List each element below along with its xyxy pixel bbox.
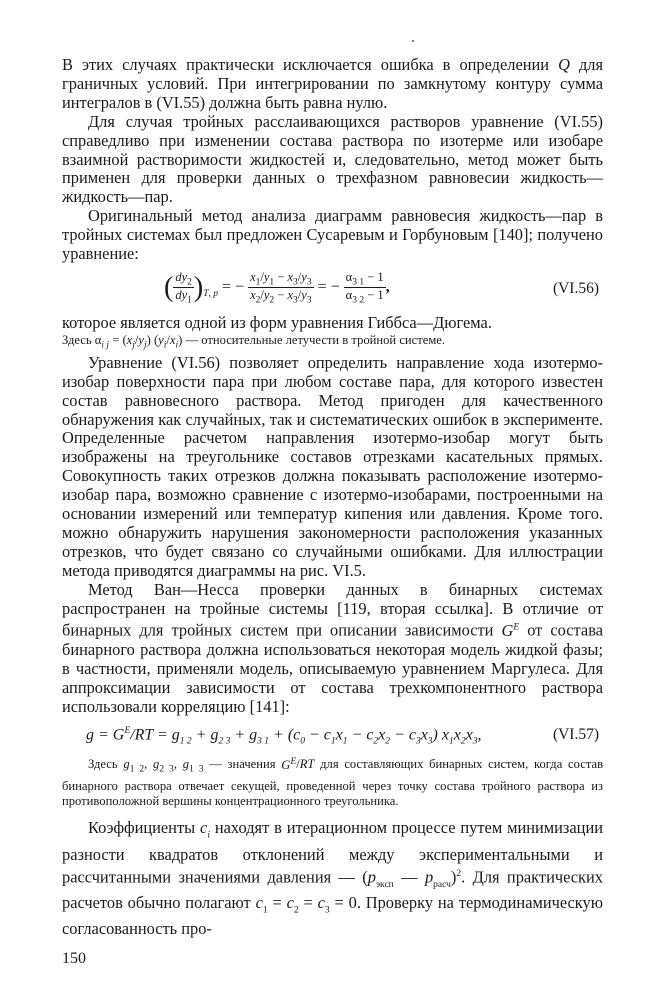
equation-vi-57-number: (VI.57) [552, 726, 599, 744]
paragraph-9: Коэффициенты $c_i$ находят в итерационном процессе путем минимизации разности квадратов отклонений между экспериментальными и рассчитанными значениями давления — ($p_{эксп}$ — $p_{расч})^2$. Для практических расчетов обычно полагают $c_1 = c_2 = c_3 = 0$. Проверку на термодинамическую согласованность про- [62, 818, 603, 939]
paragraph-2: Для случая тройных расслаивающихся растворов уравнение (VI.55) справедливо при изменении состава раствора по изотерме или изобаре взаимной растворимости жидкостей и, следовательно, метод может быть применен для проверки данных о трехфазном равновесии жидкость—жидкость—пар. [62, 111, 603, 207]
page-number: 150 [62, 950, 86, 967]
paragraph-7: Метод Ван—Несса проверки данных в бинарных системах распространен на тройные системы [119, вторая ссылка]. В отличие от бинарных для тройных систем при описании зависимости $G^E$ от состава бинарного раствора должна использоваться некоторая модель жидкой фазы; в частности, применяли модель, описываемую уравнением Маргулеса. Для аппроксимации зависимости от состава трехкомпонентного раствора использовали корреляцию [141]: [62, 579, 603, 716]
paragraph-8-note: Здесь $g_{1 2}$, $g_{2 3}$, $g_{1 3}$ — значения $G^E/RT$ для составляющих бинарных систем, когда состав бинарного раствора отвечает секущей, проведенной через точку состава тройного раствора из противоположной вершины концентрационного треугольника. [62, 756, 604, 808]
paragraph-6: Уравнение (VI.56) позволяет определить направление хода изотермо-изобар поверхности пара при любом составе пара, для которого известен состав равновесного раствора. Метод пригоден для качественного обнаружения как случайных, так и систематических ошибок в эксперименте. Определенные расчетом направления изотермо-изобар могут быть изображены на треугольнике составов отрезками касательных прямых. Совокупность таких отрезков должна показывать расположение изотермо-изобар пара, возможно сравнение с изотермо-изобарами, построенными на основании измерений или температур кипения или давления. Кроме того. можно обнаружить нарушения закономерности расположения указанных отрезков, что будет связано со случайными ошибками. Для иллюстрации метода приводятся диаграммы на рис. VI.5. [62, 352, 603, 580]
equation-vi-57-body: $g = G^E/RT = g_{1 2} + g_{2 3} + g_{3 1} + (c_0 - c_1x_1 - c_2x_2 - c_3x_3)$ $x_1x_2x_3$, [86, 726, 482, 747]
equation-vi-56-number: (VI.56) [552, 279, 599, 297]
page-body [62, 56, 603, 939]
equation-vi-57 [62, 720, 603, 750]
equation-vi-56-body: ( $\frac{dy_2}{dy_1}$ )$_{T, p}$ = − $\frac{x_1/y_1 - x_3/y_3}{x_2/y_2 - x_3/y_3}$ = − $\frac{\alpha_{3 1} - 1}{\alpha_{3 2} - 1}$ , [164, 269, 390, 306]
scan-speck [412, 40, 414, 42]
paragraph-5-note: Здесь $\alpha_{i j} = (x_j/y_j)$ $(y_i/x_i)$ — относительные летучести в тройной системе. [62, 332, 446, 351]
equation-vi-56 [62, 268, 603, 312]
paragraph-1: В этих случаях практически исключается ошибка в определении Q для граничных условий. При интегрировании по замкнутому контуру сумма интегралов в (VI.55) должна быть равна нулю. [62, 55, 604, 112]
paragraph-4: которое является одной из форм уравнения Гиббса—Дюгема. [62, 312, 492, 332]
paragraph-3: Оригинальный метод анализа диаграмм равновесия жидкость—пар в тройных системах был предложен Сусаревым и Горбуновым [140]; получено уравнение: [62, 206, 603, 264]
